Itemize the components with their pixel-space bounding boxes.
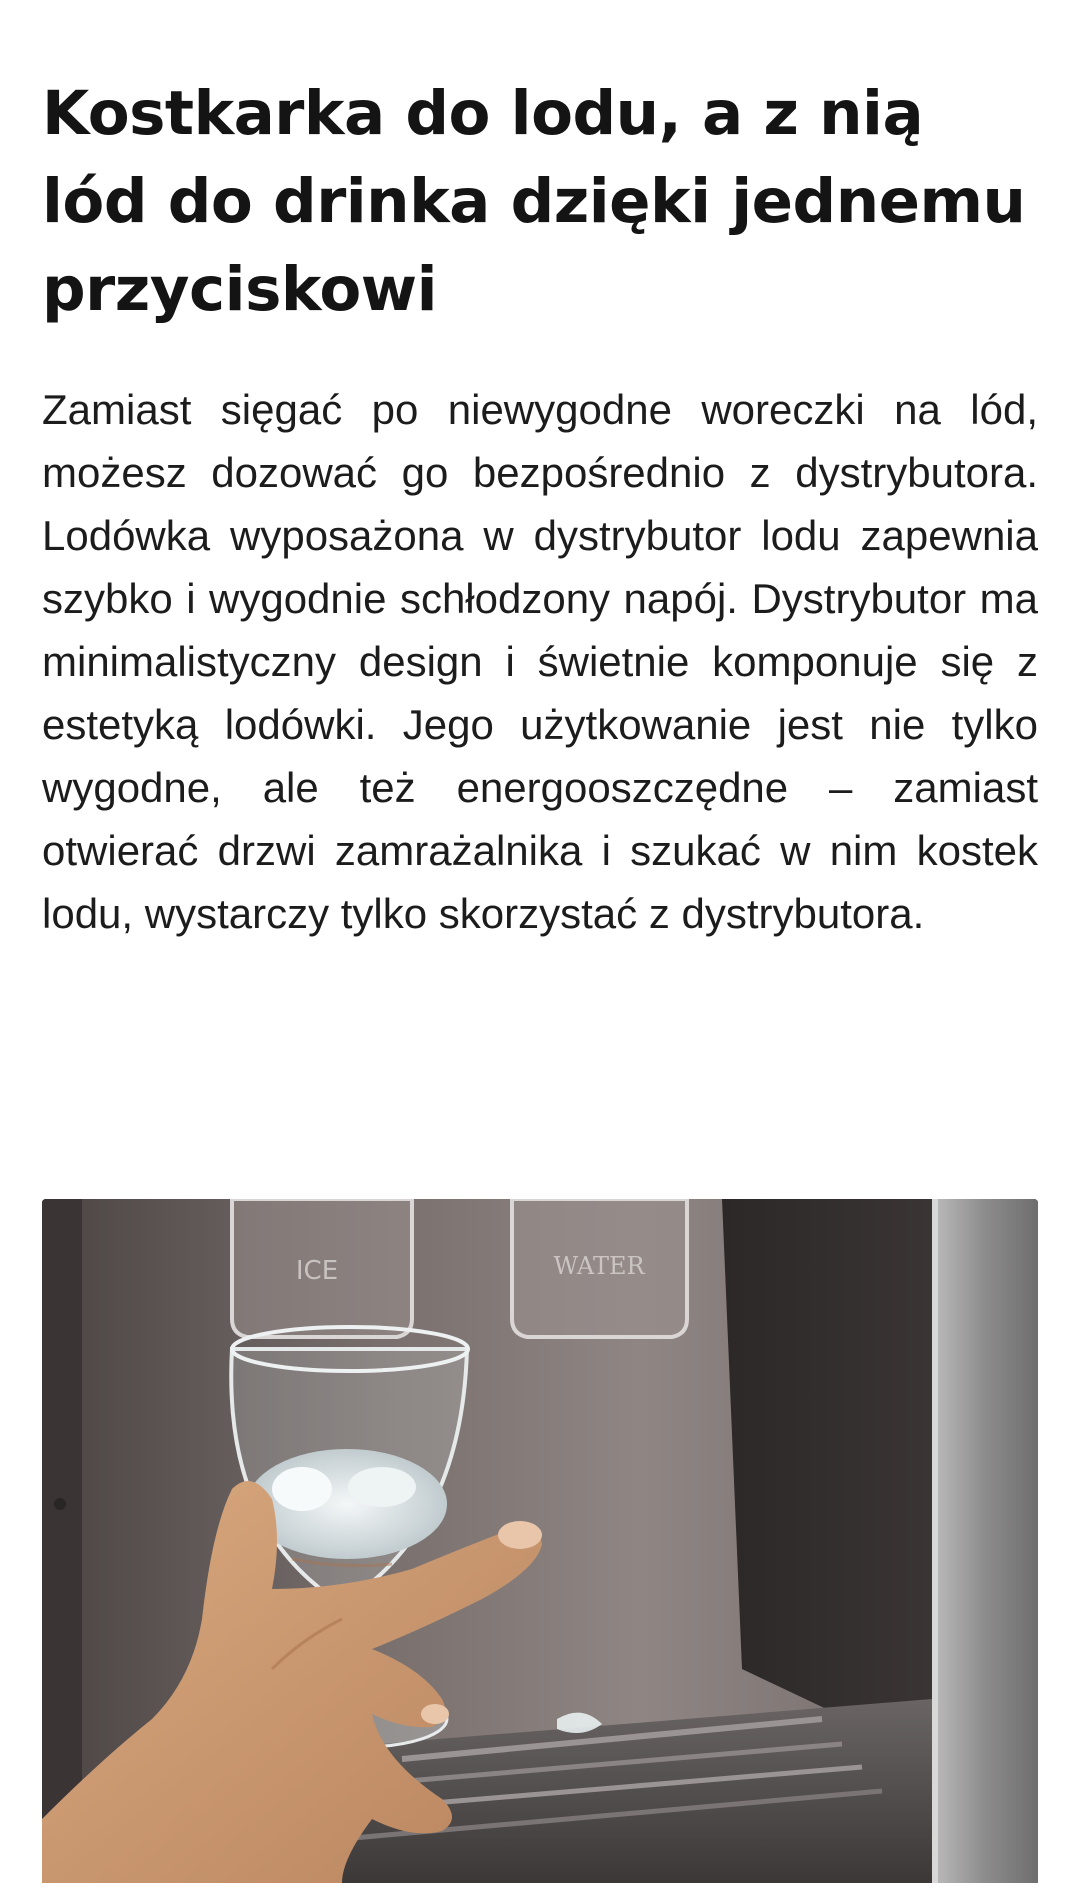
ice-label: ICE xyxy=(295,1256,339,1286)
article-body: Zamiast sięgać po niewygodne woreczki na lód, możesz dozować go bezpośrednio z dystrybutora. Lodówka wyposażona w dystrybutor lodu zapewnia szybko i wygodnie schłodzony napój. Dystrybutor ma minimalistyczny design i świetnie komponuje się z estetyką lodówki. Jego użytkowanie jest nie tylko wygodne, ale też energooszczędne – zamiast otwierać drzwi zamrażalnika i szukać w nim kostek lodu, wystarczy tylko skorzystać z dystrybutora. xyxy=(42,386,1038,937)
ice-dispenser-photo xyxy=(42,1199,1038,1883)
ice-chute xyxy=(232,1199,412,1337)
article xyxy=(42,0,1038,945)
article-title: Kostkarka do lodu, a z nią lód do drinka dzięki jednemu przyciskowi xyxy=(42,78,1026,325)
water-chute xyxy=(512,1199,687,1337)
water-label: WATER xyxy=(553,1252,645,1280)
article-photo xyxy=(42,1199,1038,1883)
